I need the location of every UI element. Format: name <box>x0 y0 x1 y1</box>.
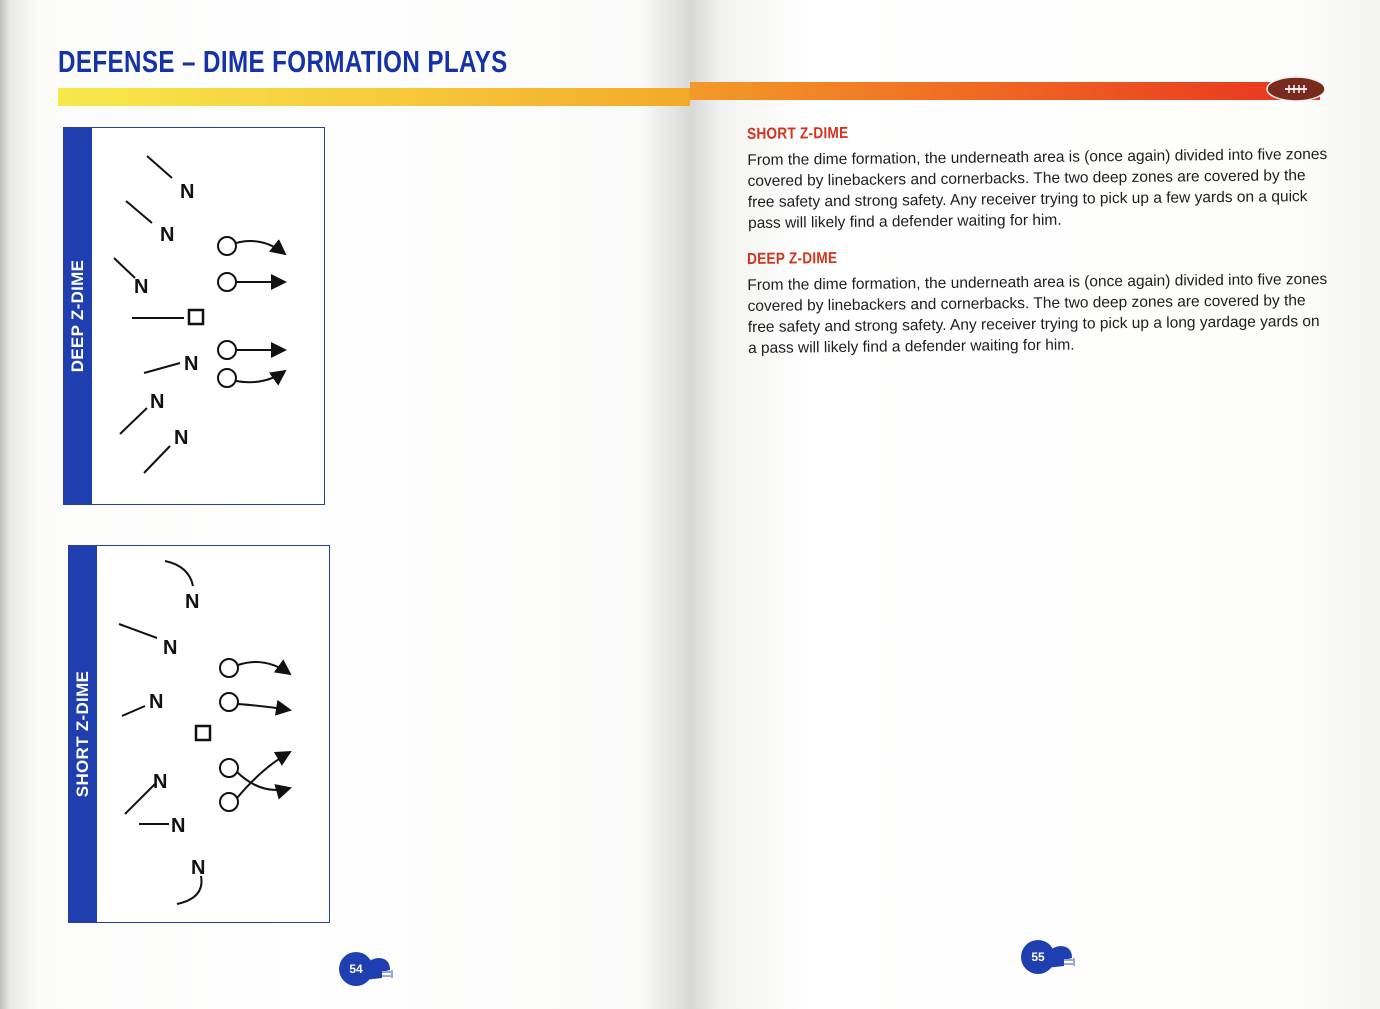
play-diagram-short-z-dime <box>68 545 330 923</box>
defender-marker: N <box>150 391 165 413</box>
defender-marker: N <box>184 353 199 375</box>
short-z-dime-formation <box>97 546 329 922</box>
defender-marker: N <box>185 591 200 613</box>
football-icon <box>1265 74 1327 104</box>
play-diagram-deep-z-dime <box>63 127 325 505</box>
section-heading: DEEP Z-DIME <box>747 250 838 268</box>
play-label-short-z-dime: SHORT Z-DIME <box>73 670 92 798</box>
section-body: From the dime formation, the underneath area is (once again) divided into five zones covered by linebackers and cornerbacks. The two deep zones are covered by the free safety and strong safety. Any receiver trying to pick up a few yards on a quick pass will likely find a defender waiting for him. <box>747 145 1328 232</box>
right-page <box>690 0 1380 1009</box>
defender-marker: N <box>163 637 178 659</box>
play-label-strip <box>69 546 97 922</box>
defender-marker: N <box>171 815 186 837</box>
defender-marker: N <box>180 181 195 203</box>
helmet-icon <box>360 952 394 986</box>
page-number-left: 54 <box>339 952 373 986</box>
section-body: From the dime formation, the underneath area is (once again) divided into five zones covered by linebackers and cornerbacks. The two deep zones are covered by the free safety and strong safety. Any receiver trying to pick up a long yardage yards on a pass will likely find a defender waiting for him. <box>747 270 1328 357</box>
defender-marker: N <box>153 771 168 793</box>
section-deep-z-dime <box>747 245 1328 359</box>
page-number-right: 55 <box>1021 940 1055 974</box>
defender-marker: N <box>134 276 149 298</box>
deep-z-dime-formation <box>92 128 324 504</box>
defender-marker: N <box>160 224 175 246</box>
section-heading: SHORT Z-DIME <box>747 124 849 143</box>
section-short-z-dime <box>747 120 1328 234</box>
helmet-icon <box>1042 940 1076 974</box>
page-title: DEFENSE – DIME FORMATION PLAYS <box>58 44 508 79</box>
defender-marker: N <box>191 857 206 879</box>
title-color-bar <box>58 88 690 106</box>
defender-marker: N <box>149 691 164 713</box>
defender-marker: N <box>174 427 189 449</box>
title-color-bar <box>690 82 1320 100</box>
play-label-deep-z-dime: DEEP Z-DIME <box>68 259 87 373</box>
play-label-strip <box>64 128 92 504</box>
